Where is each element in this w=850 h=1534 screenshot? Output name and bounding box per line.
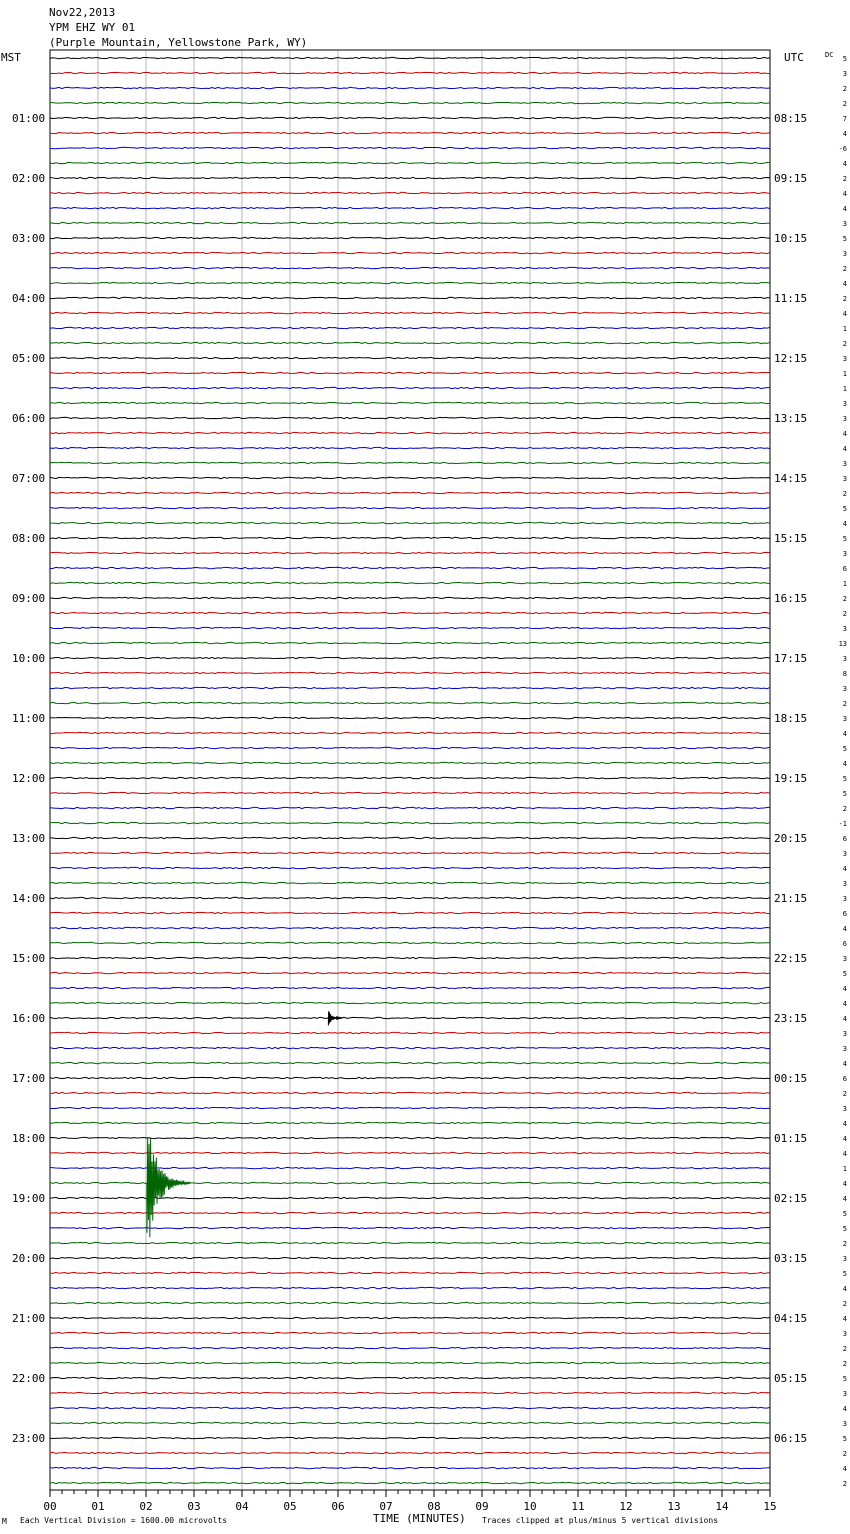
dc-offset-54: 4 (842, 865, 847, 873)
dc-offset-55: 3 (842, 880, 847, 888)
dc-offset-52: 6 (842, 835, 847, 843)
trace-45 (50, 732, 770, 733)
dc-offset-66: 3 (842, 1045, 847, 1053)
utc-label-1815: 18:15 (774, 712, 808, 725)
dc-offset-1: 3 (842, 70, 847, 78)
trace-46 (50, 747, 770, 748)
dc-offset-21: 1 (842, 370, 847, 378)
dc-offset-69: 2 (842, 1090, 847, 1098)
corner-mark: M (2, 1517, 7, 1526)
utc-label-2115: 21:15 (774, 892, 808, 905)
dc-offset-26: 4 (842, 445, 847, 453)
trace-54 (50, 867, 770, 868)
trace-86 (50, 1347, 770, 1348)
trace-78 (50, 1227, 770, 1228)
trace-42 (50, 687, 770, 688)
trace-36 (50, 597, 770, 598)
header-date: Nov22,2013 (49, 6, 116, 19)
dc-offset-17: 4 (842, 310, 847, 318)
dc-offset-94: 4 (842, 1465, 847, 1473)
trace-81 (50, 1272, 770, 1273)
dc-offset-40: 3 (842, 655, 847, 663)
utc-label-0815: 08:15 (774, 112, 808, 125)
trace-38 (50, 627, 770, 628)
dc-offset-20: 3 (842, 355, 847, 363)
dc-offset-42: 3 (842, 685, 847, 693)
dc-offset-78: 5 (842, 1225, 847, 1233)
trace-11 (50, 222, 770, 223)
dc-offset-74: 1 (842, 1165, 847, 1173)
dc-offset-85: 3 (842, 1330, 847, 1338)
trace-64 (50, 1017, 770, 1018)
trace-5 (50, 132, 770, 133)
utc-label-0015: 00:15 (774, 1072, 808, 1085)
dc-offset-91: 3 (842, 1420, 847, 1428)
dc-label: DC (825, 51, 834, 59)
trace-7 (50, 162, 770, 163)
trace-8 (50, 177, 770, 178)
dc-offset-63: 4 (842, 1000, 847, 1008)
left-axis-label: MST (1, 51, 21, 64)
trace-32 (50, 537, 770, 538)
utc-label-0915: 09:15 (774, 172, 808, 185)
trace-66 (50, 1047, 770, 1048)
dc-offset-6: -6 (838, 145, 847, 153)
mst-label-1400: 14:00 (12, 892, 46, 905)
utc-label-1015: 10:15 (774, 232, 808, 245)
mst-label-1900: 19:00 (12, 1192, 46, 1205)
trace-35 (50, 582, 770, 583)
dc-offset-95: 2 (842, 1480, 847, 1488)
mst-label-0100: 01:00 (12, 112, 46, 125)
x-tick-label-07: 07 (379, 1500, 393, 1513)
trace-55 (50, 882, 770, 883)
utc-label-0315: 03:15 (774, 1252, 808, 1265)
x-tick-label-00: 00 (43, 1500, 57, 1513)
trace-73 (50, 1152, 770, 1153)
utc-label-1215: 12:15 (774, 352, 808, 365)
trace-76 (50, 1197, 770, 1198)
dc-offset-36: 2 (842, 595, 847, 603)
dc-offset-65: 3 (842, 1030, 847, 1038)
trace-57 (50, 912, 770, 913)
dc-offset-75: 4 (842, 1180, 847, 1188)
trace-65 (50, 1032, 770, 1033)
trace-90 (50, 1407, 770, 1408)
trace-3 (50, 102, 770, 103)
x-tick-label-09: 09 (475, 1500, 489, 1513)
plot-frame (50, 50, 770, 1490)
dc-offset-24: 3 (842, 415, 847, 423)
trace-16 (50, 297, 770, 298)
trace-31 (50, 522, 770, 523)
dc-offset-14: 2 (842, 265, 847, 273)
utc-label-2315: 23:15 (774, 1012, 808, 1025)
trace-33 (50, 552, 770, 553)
clip-note: Traces clipped at plus/minus 5 vertical divisions (482, 1516, 719, 1525)
trace-19 (50, 342, 770, 343)
dc-offset-47: 4 (842, 760, 847, 768)
trace-84 (50, 1317, 770, 1318)
trace-62 (50, 987, 770, 988)
mst-label-0600: 06:00 (12, 412, 46, 425)
trace-68 (50, 1077, 770, 1078)
dc-offset-11: 3 (842, 220, 847, 228)
trace-70 (50, 1107, 770, 1108)
dc-offset-10: 4 (842, 205, 847, 213)
mst-label-2100: 21:00 (12, 1312, 46, 1325)
dc-offset-73: 4 (842, 1150, 847, 1158)
mst-label-2300: 23:00 (12, 1432, 46, 1445)
trace-72 (50, 1137, 770, 1138)
dc-offset-70: 3 (842, 1105, 847, 1113)
dc-offset-28: 3 (842, 475, 847, 483)
trace-13 (50, 252, 770, 253)
dc-offset-27: 3 (842, 460, 847, 468)
x-tick-label-08: 08 (427, 1500, 441, 1513)
dc-offset-89: 3 (842, 1390, 847, 1398)
dc-offset-46: 5 (842, 745, 847, 753)
trace-94 (50, 1467, 770, 1468)
mst-label-0200: 02:00 (12, 172, 46, 185)
utc-label-2215: 22:15 (774, 952, 808, 965)
dc-offset-93: 2 (842, 1450, 847, 1458)
utc-label-1415: 14:15 (774, 472, 808, 485)
trace-17 (50, 312, 770, 313)
trace-15 (50, 282, 770, 283)
dc-offset-59: 6 (842, 940, 847, 948)
utc-label-0215: 02:15 (774, 1192, 808, 1205)
trace-34 (50, 567, 770, 568)
trace-50 (50, 807, 770, 808)
mst-label-1300: 13:00 (12, 832, 46, 845)
trace-48 (50, 777, 770, 778)
trace-49 (50, 792, 770, 793)
trace-9 (50, 192, 770, 193)
dc-offset-34: 6 (842, 565, 847, 573)
trace-12 (50, 237, 770, 238)
dc-offset-79: 2 (842, 1240, 847, 1248)
trace-47 (50, 762, 770, 763)
trace-83 (50, 1302, 770, 1303)
trace-51 (50, 822, 770, 823)
dc-offset-19: 2 (842, 340, 847, 348)
mst-label-0300: 03:00 (12, 232, 46, 245)
dc-offset-7: 4 (842, 160, 847, 168)
utc-label-2015: 20:15 (774, 832, 808, 845)
dc-offset-22: 1 (842, 385, 847, 393)
utc-label-1115: 11:15 (774, 292, 808, 305)
trace-61 (50, 972, 770, 973)
utc-label-1715: 17:15 (774, 652, 808, 665)
trace-44 (50, 717, 770, 718)
dc-offset-53: 3 (842, 850, 847, 858)
utc-label-0115: 01:15 (774, 1132, 808, 1145)
trace-82 (50, 1287, 770, 1288)
trace-37 (50, 612, 770, 613)
dc-offset-9: 4 (842, 190, 847, 198)
dc-offset-76: 4 (842, 1195, 847, 1203)
mst-label-1600: 16:00 (12, 1012, 46, 1025)
dc-offset-71: 4 (842, 1120, 847, 1128)
trace-18 (50, 327, 770, 328)
dc-offset-61: 5 (842, 970, 847, 978)
event-0 (328, 1011, 342, 1025)
utc-label-1915: 19:15 (774, 772, 808, 785)
dc-offset-60: 3 (842, 955, 847, 963)
header-location: (Purple Mountain, Yellowstone Park, WY) (49, 36, 308, 49)
trace-88 (50, 1377, 770, 1378)
trace-56 (50, 897, 770, 898)
minute-gridlines (98, 50, 722, 1490)
dc-offset-15: 4 (842, 280, 847, 288)
seismic-traces (50, 57, 770, 1483)
dc-offset-82: 4 (842, 1285, 847, 1293)
dc-offset-38: 3 (842, 625, 847, 633)
trace-79 (50, 1242, 770, 1243)
trace-4 (50, 117, 770, 118)
dc-offset-30: 5 (842, 505, 847, 513)
dc-offset-12: 5 (842, 235, 847, 243)
dc-offset-33: 3 (842, 550, 847, 558)
trace-23 (50, 402, 770, 403)
trace-67 (50, 1062, 770, 1063)
trace-41 (50, 672, 770, 673)
dc-offset-35: 1 (842, 580, 847, 588)
dc-offset-77: 5 (842, 1210, 847, 1218)
mst-label-0700: 07:00 (12, 472, 46, 485)
scale-note: Each Vertical Division = 1600.00 microvolts (20, 1516, 228, 1525)
utc-label-0415: 04:15 (774, 1312, 808, 1325)
trace-58 (50, 927, 770, 928)
dc-offset-58: 4 (842, 925, 847, 933)
dc-offset-86: 2 (842, 1345, 847, 1353)
utc-label-0615: 06:15 (774, 1432, 808, 1445)
trace-26 (50, 447, 770, 448)
trace-52 (50, 837, 770, 838)
mst-label-0400: 04:00 (12, 292, 46, 305)
dc-offset-50: 2 (842, 805, 847, 813)
dc-offset-84: 4 (842, 1315, 847, 1323)
dc-offset-81: 5 (842, 1270, 847, 1278)
mst-label-1000: 10:00 (12, 652, 46, 665)
dc-offset-16: 2 (842, 295, 847, 303)
trace-22 (50, 387, 770, 388)
mst-hour-labels (12, 112, 45, 1445)
trace-1 (50, 72, 770, 73)
trace-60 (50, 957, 770, 958)
dc-offset-32: 5 (842, 535, 847, 543)
mst-label-2200: 22:00 (12, 1372, 46, 1385)
dc-offset-87: 2 (842, 1360, 847, 1368)
trace-59 (50, 942, 770, 943)
x-tick-label-05: 05 (283, 1500, 297, 1513)
dc-offset-57: 6 (842, 910, 847, 918)
trace-92 (50, 1437, 770, 1438)
x-tick-label-06: 06 (331, 1500, 345, 1513)
dc-offset-8: 2 (842, 175, 847, 183)
x-tick-label-11: 11 (571, 1500, 585, 1513)
trace-25 (50, 432, 770, 433)
trace-20 (50, 357, 770, 358)
trace-10 (50, 207, 770, 208)
dc-offset-88: 5 (842, 1375, 847, 1383)
trace-85 (50, 1332, 770, 1333)
dc-offset-0: 5 (842, 55, 847, 63)
dc-offset-3: 2 (842, 100, 847, 108)
dc-offset-5: 4 (842, 130, 847, 138)
x-tick-label-02: 02 (139, 1500, 153, 1513)
trace-69 (50, 1092, 770, 1093)
mst-label-0800: 08:00 (12, 532, 46, 545)
trace-74 (50, 1167, 770, 1168)
x-tick-label-01: 01 (91, 1500, 105, 1513)
trace-40 (50, 657, 770, 658)
trace-39 (50, 642, 770, 643)
dc-offset-83: 2 (842, 1300, 847, 1308)
trace-89 (50, 1392, 770, 1393)
dc-offset-62: 4 (842, 985, 847, 993)
trace-80 (50, 1257, 770, 1258)
dc-offset-51: -1 (838, 820, 847, 828)
trace-63 (50, 1002, 770, 1003)
dc-offset-43: 2 (842, 700, 847, 708)
trace-95 (50, 1482, 770, 1483)
mst-label-2000: 20:00 (12, 1252, 46, 1265)
trace-0 (50, 57, 770, 58)
mst-label-1100: 11:00 (12, 712, 46, 725)
trace-24 (50, 417, 770, 418)
trace-29 (50, 492, 770, 493)
dc-offset-29: 2 (842, 490, 847, 498)
x-tick-label-15: 15 (763, 1500, 777, 1513)
dc-offset-56: 3 (842, 895, 847, 903)
trace-91 (50, 1422, 770, 1423)
mst-label-1500: 15:00 (12, 952, 46, 965)
trace-27 (50, 462, 770, 463)
dc-offset-2: 2 (842, 85, 847, 93)
utc-label-1315: 13:15 (774, 412, 808, 425)
mst-label-0900: 09:00 (12, 592, 46, 605)
seismic-events (147, 1011, 343, 1237)
x-tick-label-14: 14 (715, 1500, 729, 1513)
x-tick-label-03: 03 (187, 1500, 201, 1513)
dc-offset-67: 4 (842, 1060, 847, 1068)
trace-71 (50, 1122, 770, 1123)
right-axis-label: UTC (784, 51, 804, 64)
utc-label-1515: 15:15 (774, 532, 808, 545)
dc-offset-4: 7 (842, 115, 847, 123)
dc-offset-92: 5 (842, 1435, 847, 1443)
x-tick-label-04: 04 (235, 1500, 249, 1513)
dc-offset-49: 5 (842, 790, 847, 798)
dc-offset-80: 3 (842, 1255, 847, 1263)
dc-offset-41: 8 (842, 670, 847, 678)
dc-offset-31: 4 (842, 520, 847, 528)
dc-offset-48: 5 (842, 775, 847, 783)
trace-93 (50, 1452, 770, 1453)
mst-label-1800: 18:00 (12, 1132, 46, 1145)
mst-label-0500: 05:00 (12, 352, 46, 365)
trace-6 (50, 147, 770, 148)
dc-offset-labels (839, 55, 847, 1488)
mst-label-1700: 17:00 (12, 1072, 46, 1085)
x-axis (43, 1490, 776, 1513)
dc-offset-72: 4 (842, 1135, 847, 1143)
x-tick-label-12: 12 (619, 1500, 633, 1513)
x-tick-label-13: 13 (667, 1500, 681, 1513)
dc-offset-39: 13 (838, 640, 847, 648)
utc-label-1615: 16:15 (774, 592, 808, 605)
dc-offset-25: 4 (842, 430, 847, 438)
trace-87 (50, 1362, 770, 1363)
header-station: YPM EHZ WY 01 (49, 21, 136, 34)
trace-77 (50, 1212, 770, 1213)
trace-28 (50, 477, 770, 478)
dc-offset-45: 4 (842, 730, 847, 738)
utc-hour-labels (774, 112, 807, 1445)
dc-offset-90: 4 (842, 1405, 847, 1413)
trace-30 (50, 507, 770, 508)
utc-label-0515: 05:15 (774, 1372, 808, 1385)
dc-offset-23: 3 (842, 400, 847, 408)
dc-offset-68: 6 (842, 1075, 847, 1083)
mst-label-1200: 12:00 (12, 772, 46, 785)
trace-2 (50, 87, 770, 88)
dc-offset-44: 3 (842, 715, 847, 723)
trace-14 (50, 267, 770, 268)
x-axis-title: TIME (MINUTES) (373, 1512, 466, 1525)
dc-offset-18: 1 (842, 325, 847, 333)
dc-offset-13: 3 (842, 250, 847, 258)
x-tick-label-10: 10 (523, 1500, 537, 1513)
dc-offset-37: 2 (842, 610, 847, 618)
dc-offset-64: 4 (842, 1015, 847, 1023)
trace-21 (50, 372, 770, 373)
trace-43 (50, 702, 770, 703)
trace-53 (50, 852, 770, 853)
